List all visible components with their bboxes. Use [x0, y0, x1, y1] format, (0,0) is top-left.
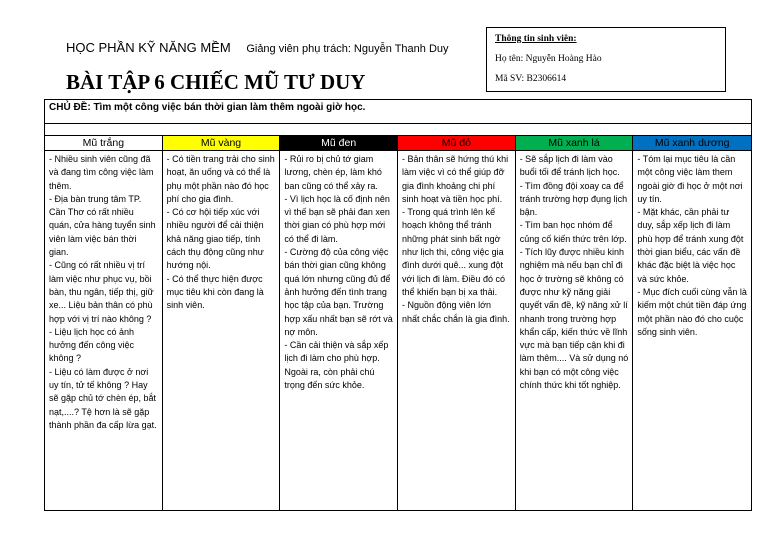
white-hat-column: [45, 135, 163, 511]
white-hat-notes: [45, 151, 162, 434]
student-id: Mã SV: B2306614: [495, 74, 567, 84]
note-item: - Địa bàn trung tâm TP. Cần Thơ có rất nhiều quán, cửa hàng tuyển sinh viên làm việc bán thời gian.: [49, 193, 156, 258]
note-item: - Sẽ sắp lịch đi làm vào buổi tối để tránh lịch học.: [519, 154, 620, 178]
note-item: - Tìm ban học nhóm để củng cố kiến thức trên lớp.: [519, 220, 627, 244]
blue-hat-column: [633, 135, 751, 511]
black-hat-header: Mũ đen: [280, 135, 397, 151]
yellow-hat-notes: [163, 151, 280, 315]
note-item: - Tìm đồng đội xoay ca để tránh trường hợp đụng lịch bận.: [519, 180, 628, 218]
note-item: - Nhiều sinh viên cũng đã và đang tìm công việc làm thêm.: [49, 154, 154, 191]
course-name: HỌC PHẦN KỸ NĂNG MỀM: [66, 40, 231, 55]
note-item: - Trong quá trình lên kế hoạch không thể tránh những phát sinh bất ngờ như lịch thi, công việc gia đình dưới quê... xung đột với lịch đi làm. Điều đó có thể khiến bạn bị xa thải.: [402, 207, 505, 297]
yellow-hat-header: Mũ vàng: [163, 135, 280, 151]
note-item: - Có tiền trang trải cho sinh hoạt, ăn uống và có thể là phụ một phần nào đó học phí cho gia đình.: [166, 154, 275, 204]
black-hat-column: [280, 135, 398, 511]
note-item: - Liệu lịch học có ảnh hưởng đến công việc không ?: [49, 326, 135, 364]
note-item: - Tóm lại mục tiêu là cần một công việc làm them ngoài giờ đi học ở một nơi uy tín.: [637, 154, 743, 204]
black-hat-notes: [280, 151, 397, 394]
red-hat-header: Mũ đỏ: [398, 135, 515, 151]
note-item: - Mục đích cuối cùng vẫn là kiếm một chút tiền đáp ứng một phần nào đó cho cuộc sống sinh viên.: [637, 286, 747, 337]
note-item: - Cần cải thiện và sắp xếp lịch đi làm cho phù hợp. Ngoài ra, còn phải chú trọng đến sức khỏe.: [284, 340, 389, 391]
green-hat-column: [516, 135, 634, 511]
student-name: Họ tên: Nguyễn Hoàng Hào: [495, 54, 602, 64]
student-info-heading: Thông tin sinh viên:: [495, 34, 577, 44]
red-hat-notes: [398, 151, 515, 328]
hats-columns: [45, 135, 751, 511]
blue-hat-header: Mũ xanh dương: [633, 135, 751, 151]
white-hat-header: Mũ trắng: [45, 135, 162, 151]
note-item: - Cũng có rất nhiều vị trí làm việc như phục vụ, bồi bàn, thu ngân, tiếp thị, giữ xe... Liệu bản thân có phù hợp với vị trí nào không ?: [49, 260, 154, 324]
page-title: BÀI TẬP 6 CHIẾC MŨ TƯ DUY: [66, 70, 366, 94]
note-item: - Tích lũy được nhiều kinh nghiệm mà nếu bạn chỉ đi học ở trường sẽ không có được như kỹ năng giải quyết vấn đề, kỹ năng xử lí nhanh trong trường hợp khẩn cấp, kiến thức về lĩnh vực mà bạn tiếp cận khi đi làm thêm.... Và sử dụng nó khi bạn có một công việc chính thức khi tốt nghiệp.: [519, 247, 629, 391]
note-item: - Vì lịch học là cố định nên vì thế bạn sẽ phải đan xen thời gian có phù hợp mới có thể đi làm.: [284, 193, 390, 244]
note-item: - Rủi ro bị chủ tớ giam lương, chèn ép, làm khó ban cũng có thể xảy ra.: [284, 154, 382, 191]
note-item: - Nguồn động viên lớn nhất chắc chắn là gia đình.: [402, 300, 510, 324]
note-item: - Cường độ của công việc bán thời gian cũng không quá lớn nhưng cũng đủ để ảnh hưởng đến tình trang học tập của bạn. Trường hợp xấu nhất bạn sẽ rớt và nợ môn.: [284, 247, 393, 337]
lecturer-name: Giảng viên phụ trách: Nguyễn Thanh Duy: [246, 43, 449, 55]
blue-hat-notes: [633, 151, 751, 341]
course-header: [66, 40, 449, 55]
spacer: [45, 124, 751, 135]
six-hats-sheet: [44, 99, 752, 511]
green-hat-notes: [516, 151, 633, 394]
green-hat-header: Mũ xanh lá: [516, 135, 633, 151]
topic-line: CHỦ ĐỀ: Tìm một công việc bán thời gian làm thêm ngoài giờ học.: [45, 100, 751, 124]
note-item: - Liệu có làm được ở nơi uy tín, tử tế không ? Hay sẽ gặp chủ tớ chèn ép, bắt nạt,....? Tệ hơn là sẽ gặp thành phần đa cấp lừa gạt.: [49, 366, 157, 430]
note-item: - Mặt khác, cần phải tư duy, sắp xếp lịch đi làm phù hợp để tránh xung đột thời gian biểu, các vấn đề khác đặc biệt là việc học và sức khỏe.: [637, 207, 744, 284]
note-item: - Có cơ hội tiếp xúc với nhiều người để cải thiện khả năng giao tiếp, tính cách thụ động cũng như hướng nội.: [166, 207, 264, 271]
red-hat-column: [398, 135, 516, 511]
yellow-hat-column: [163, 135, 281, 511]
note-item: - Có thể thực hiện được mục tiêu khi còn đang là sinh viên.: [166, 273, 264, 311]
note-item: - Bản thân sẽ hứng thú khi làm việc vì có thể giúp đỡ gia đình khoảng chi phí sinh hoạt và tiền học phí.: [402, 154, 509, 204]
student-info-box: [486, 27, 726, 92]
